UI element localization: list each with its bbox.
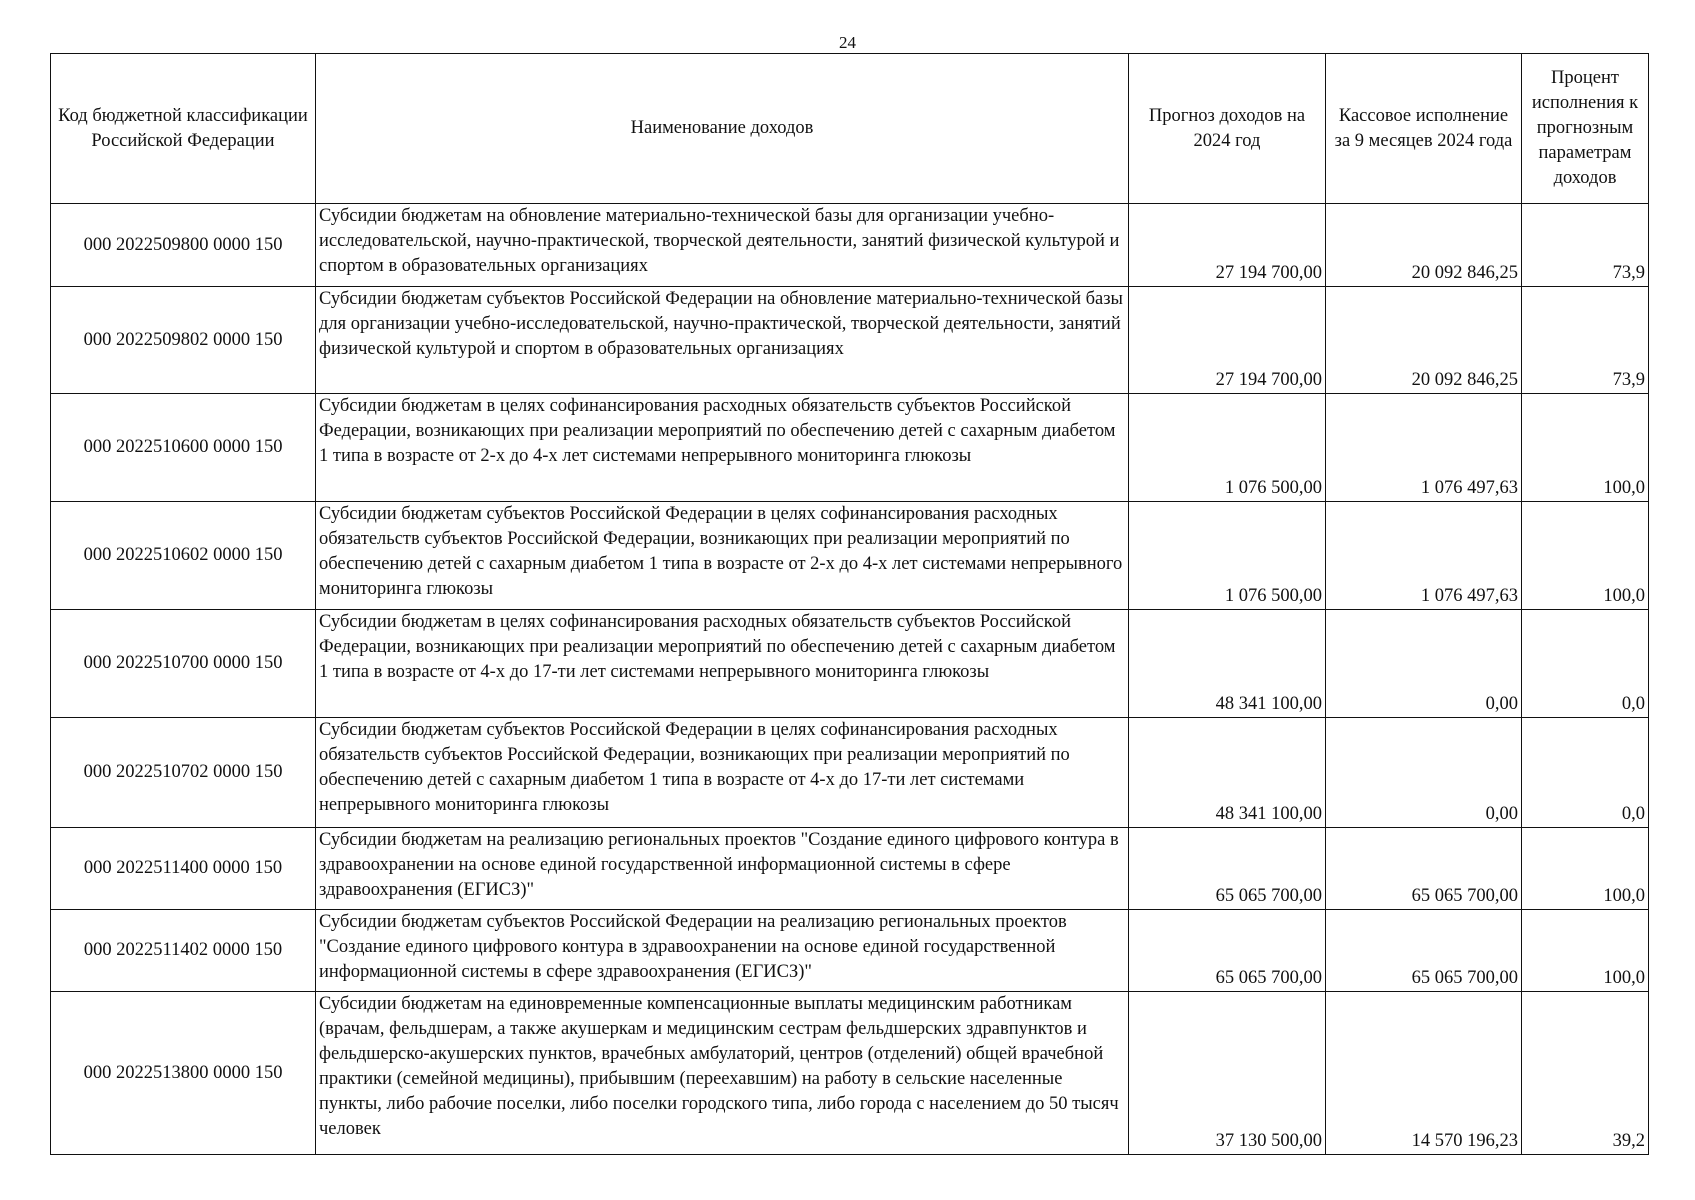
header-forecast: Прогноз доходов на 2024 год: [1129, 54, 1326, 204]
row-code: 000 2022509800 0000 150: [51, 204, 316, 287]
row-name: Субсидии бюджетам на единовременные компенсационные выплаты медицинским работникам (врачам, фельдшерам, а также акушеркам и медицинским сестрам фельдшерских здравпунктов и фельдшерско-акушерских пунктов, врачебных амбулаторий, центров (отделений) общей врачебной практики (семейной медицины), прибывшим (переехавшим) на работу в сельские населенные пункты, либо рабочие поселки, либо поселки городского типа, либо города с населением до 50 тысяч человек: [316, 992, 1129, 1155]
header-code: Код бюджетной классификации Российской Федерации: [51, 54, 316, 204]
row-forecast: 65 065 700,00: [1129, 828, 1326, 910]
table-row: [51, 287, 1649, 394]
page-number: 24: [839, 33, 856, 52]
table-row: [51, 718, 1649, 828]
row-forecast: 37 130 500,00: [1129, 992, 1326, 1155]
row-name: Субсидии бюджетам субъектов Российской Федерации на обновление материально-технической базы для организации учебно-исследовательской, научно-практической, творческой деятельности, занятий физической культурой и спортом в образовательных организациях: [316, 287, 1129, 394]
row-forecast: 1 076 500,00: [1129, 394, 1326, 502]
row-code: 000 2022510700 0000 150: [51, 610, 316, 718]
row-name: Субсидии бюджетам в целях софинансирования расходных обязательств субъектов Российской Федерации, возникающих при реализации мероприятий по обеспечению детей с сахарным диабетом 1 типа в возрасте от 2-х до 4-х лет системами непрерывного мониторинга глюкозы: [316, 394, 1129, 502]
row-forecast: 65 065 700,00: [1129, 910, 1326, 992]
row-name: Субсидии бюджетам субъектов Российской Федерации в целях софинансирования расходных обязательств субъектов Российской Федерации, возникающих при реализации мероприятий по обеспечению детей с сахарным диабетом 1 типа в возрасте от 2-х до 4-х лет системами непрерывного мониторинга глюкозы: [316, 502, 1129, 610]
row-forecast: 27 194 700,00: [1129, 287, 1326, 394]
row-code: 000 2022510600 0000 150: [51, 394, 316, 502]
row-percent: 0,0: [1522, 718, 1649, 828]
table-row: [51, 204, 1649, 287]
table-row: [51, 610, 1649, 718]
row-code: 000 2022513800 0000 150: [51, 992, 316, 1155]
row-code: 000 2022510602 0000 150: [51, 502, 316, 610]
table-row: [51, 992, 1649, 1155]
row-forecast: 1 076 500,00: [1129, 502, 1326, 610]
row-actual: 14 570 196,23: [1326, 992, 1522, 1155]
row-actual: 0,00: [1326, 610, 1522, 718]
row-code: 000 2022510702 0000 150: [51, 718, 316, 828]
row-actual: 0,00: [1326, 718, 1522, 828]
row-actual: 1 076 497,63: [1326, 502, 1522, 610]
table-row: [51, 394, 1649, 502]
row-code: 000 2022511400 0000 150: [51, 828, 316, 910]
row-code: 000 2022511402 0000 150: [51, 910, 316, 992]
row-percent: 39,2: [1522, 992, 1649, 1155]
row-percent: 73,9: [1522, 287, 1649, 394]
header-percent: Процент исполнения к прогнозным параметрам доходов: [1522, 54, 1649, 204]
table-row: [51, 828, 1649, 910]
row-percent: 100,0: [1522, 394, 1649, 502]
row-name: Субсидии бюджетам субъектов Российской Федерации на реализацию региональных проектов "Создание единого цифрового контура в здравоохранении на основе единой государственной информационной системы в сфере здравоохранения (ЕГИСЗ)": [316, 910, 1129, 992]
row-actual: 1 076 497,63: [1326, 394, 1522, 502]
row-percent: 73,9: [1522, 204, 1649, 287]
row-actual: 65 065 700,00: [1326, 910, 1522, 992]
row-name: Субсидии бюджетам на обновление материально-технической базы для организации учебно-исследовательской, научно-практической, творческой деятельности, занятий физической культурой и спортом в образовательных организациях: [316, 204, 1129, 287]
header-actual: Кассовое исполнение за 9 месяцев 2024 года: [1326, 54, 1522, 204]
header-name: Наименование доходов: [316, 54, 1129, 204]
row-actual: 65 065 700,00: [1326, 828, 1522, 910]
row-percent: 100,0: [1522, 910, 1649, 992]
row-name: Субсидии бюджетам на реализацию региональных проектов "Создание единого цифрового контура в здравоохранении на основе единой государственной информационной системы в сфере здравоохранения (ЕГИСЗ)": [316, 828, 1129, 910]
row-code: 000 2022509802 0000 150: [51, 287, 316, 394]
table-row: [51, 502, 1649, 610]
row-actual: 20 092 846,25: [1326, 204, 1522, 287]
row-actual: 20 092 846,25: [1326, 287, 1522, 394]
row-forecast: 48 341 100,00: [1129, 610, 1326, 718]
row-name: Субсидии бюджетам субъектов Российской Федерации в целях софинансирования расходных обязательств субъектов Российской Федерации, возникающих при реализации мероприятий по обеспечению детей с сахарным диабетом 1 типа в возрасте от 4-х до 17-ти лет системами непрерывного мониторинга глюкозы: [316, 718, 1129, 828]
row-percent: 100,0: [1522, 828, 1649, 910]
table-header-row: [51, 54, 1649, 204]
row-forecast: 48 341 100,00: [1129, 718, 1326, 828]
row-percent: 0,0: [1522, 610, 1649, 718]
row-name: Субсидии бюджетам в целях софинансирования расходных обязательств субъектов Российской Федерации, возникающих при реализации мероприятий по обеспечению детей с сахарным диабетом 1 типа в возрасте от 4-х до 17-ти лет системами непрерывного мониторинга глюкозы: [316, 610, 1129, 718]
row-forecast: 27 194 700,00: [1129, 204, 1326, 287]
row-percent: 100,0: [1522, 502, 1649, 610]
income-table: [50, 53, 1649, 1155]
table-row: [51, 910, 1649, 992]
